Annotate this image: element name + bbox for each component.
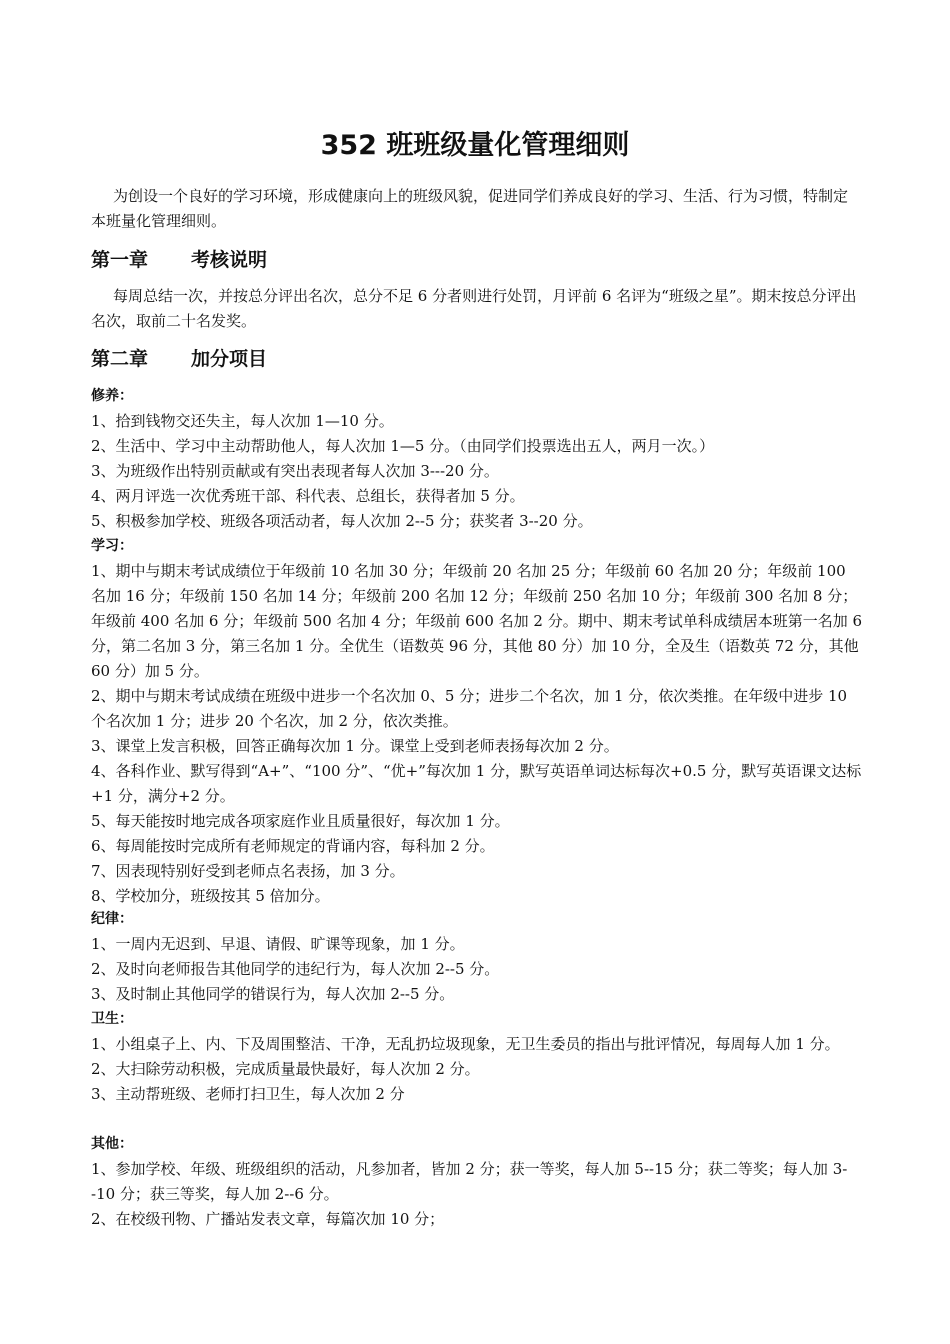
section-title: 卫生： xyxy=(91,1011,133,1027)
list-item: 5、每天能按时地完成各项家庭作业且质量很好，每次加 1 分。 xyxy=(91,812,510,830)
chapter-1-heading xyxy=(91,246,267,274)
section-study xyxy=(91,534,863,909)
list-item: 2、生活中、学习中主动帮助他人，每人次加 1—5 分。（由同学们投票选出五人，两月一次。） xyxy=(91,437,715,455)
list-item: 1、一周内无迟到、早退、请假、旷课等现象，加 1 分。 xyxy=(91,935,465,953)
chapter-1-title: 考核说明 xyxy=(191,249,268,271)
chapter-2-number: 第二章 xyxy=(91,348,149,370)
section-title: 修养： xyxy=(91,388,133,404)
section-discipline xyxy=(91,907,863,1007)
chapter-2-title: 加分项目 xyxy=(191,348,268,370)
list-item: 2、期中与期末考试成绩在班级中进步一个名次加 0、5 分；进步二个名次，加 1 分，依次类推。在年级中进步 10 个名次加 1 分；进步 20 个名次，加 2 分，依次类推。 xyxy=(91,687,848,730)
list-item: 1、拾到钱物交还失主，每人次加 1—10 分。 xyxy=(91,412,394,430)
list-item: 2、大扫除劳动积极，完成质量最快最好，每人次加 2 分。 xyxy=(91,1060,480,1078)
list-item: 7、因表现特别好受到老师点名表扬，加 3 分。 xyxy=(91,862,405,880)
list-item: 1、参加学校、年级、班级组织的活动，凡参加者，皆加 2 分；获一等奖，每人加 5--15 分；获二等奖；每人加 3--10 分；获三等奖，每人加 2--6 分。 xyxy=(91,1160,848,1203)
list-item: 5、积极参加学校、班级各项活动者，每人次加 2--5 分；获奖者 3--20 分。 xyxy=(91,512,593,530)
section-title: 学习： xyxy=(91,538,133,554)
list-item: 3、为班级作出特别贡献或有突出表现者每人次加 3---20 分。 xyxy=(91,462,499,480)
section-title: 其他： xyxy=(91,1136,133,1152)
list-item: 8、学校加分，班级按其 5 倍加分。 xyxy=(91,887,330,905)
section-other xyxy=(91,1132,863,1232)
chapter-2-heading xyxy=(91,345,267,373)
chapter-1-text: 每周总结一次，并按总分评出名次，总分不足 6 分者则进行处罚，月评前 6 名评为“班级之星”。期末按总分评出名次，取前二十名发奖。 xyxy=(91,287,857,330)
list-item: 3、及时制止其他同学的错误行为，每人次加 2--5 分。 xyxy=(91,985,455,1003)
list-item: 3、课堂上发言积极，回答正确每次加 1 分。课堂上受到老师表扬每次加 2 分。 xyxy=(91,737,619,755)
intro-paragraph: 为创设一个良好的学习环境，形成健康向上的班级风貌，促进同学们养成良好的学习、生活、行为习惯，特制定本班量化管理细则。 xyxy=(91,187,849,230)
section-cultivation xyxy=(91,384,863,534)
list-item: 3、主动帮班级、老师打扫卫生，每人次加 2 分 xyxy=(91,1085,405,1103)
list-item: 4、两月评选一次优秀班干部、科代表、总组长，获得者加 5 分。 xyxy=(91,487,525,505)
document-title: 352 班班级量化管理细则 xyxy=(320,130,630,161)
list-item: 1、期中与期末考试成绩位于年级前 10 名加 30 分；年级前 20 名加 25 分；年级前 60 名加 20 分；年级前 100 名加 16 分；年级前 150 名加 14 分；年级前 200 名加 12 分；年级前 250 名加 10 分；年级前 300 名加 8 分；年级前 400 名加 6 分；年级前 500 名加 4 分；年级前 600 名加 2 分。期中、期末考试单科成绩居本班第一名加 6 分，第二名加 3 分，第三名加 1 分。全优生（语数英 96 分，其他 80 分）加 10 分，全及生（语数英 72 分，其他 60 分）加 5 分。 xyxy=(91,562,863,680)
list-item: 2、在校级刊物、广播站发表文章，每篇次加 10 分； xyxy=(91,1210,445,1228)
list-item: 6、每周能按时完成所有老师规定的背诵内容，每科加 2 分。 xyxy=(91,837,495,855)
list-item: 2、及时向老师报告其他同学的违纪行为，每人次加 2--5 分。 xyxy=(91,960,500,978)
section-hygiene xyxy=(91,1007,863,1107)
list-item: 4、各科作业、默写得到“A+”、“100 分”、“优+”每次加 1 分，默写英语单词达标每次+0.5 分，默写英语课文达标+1 分，满分+2 分。 xyxy=(91,762,862,805)
list-item: 1、小组桌子上、内、下及周围整洁、干净，无乱扔垃圾现象，无卫生委员的指出与批评情况，每周每人加 1 分。 xyxy=(91,1035,840,1053)
section-title: 纪律： xyxy=(91,911,133,927)
chapter-1-number: 第一章 xyxy=(91,249,149,271)
